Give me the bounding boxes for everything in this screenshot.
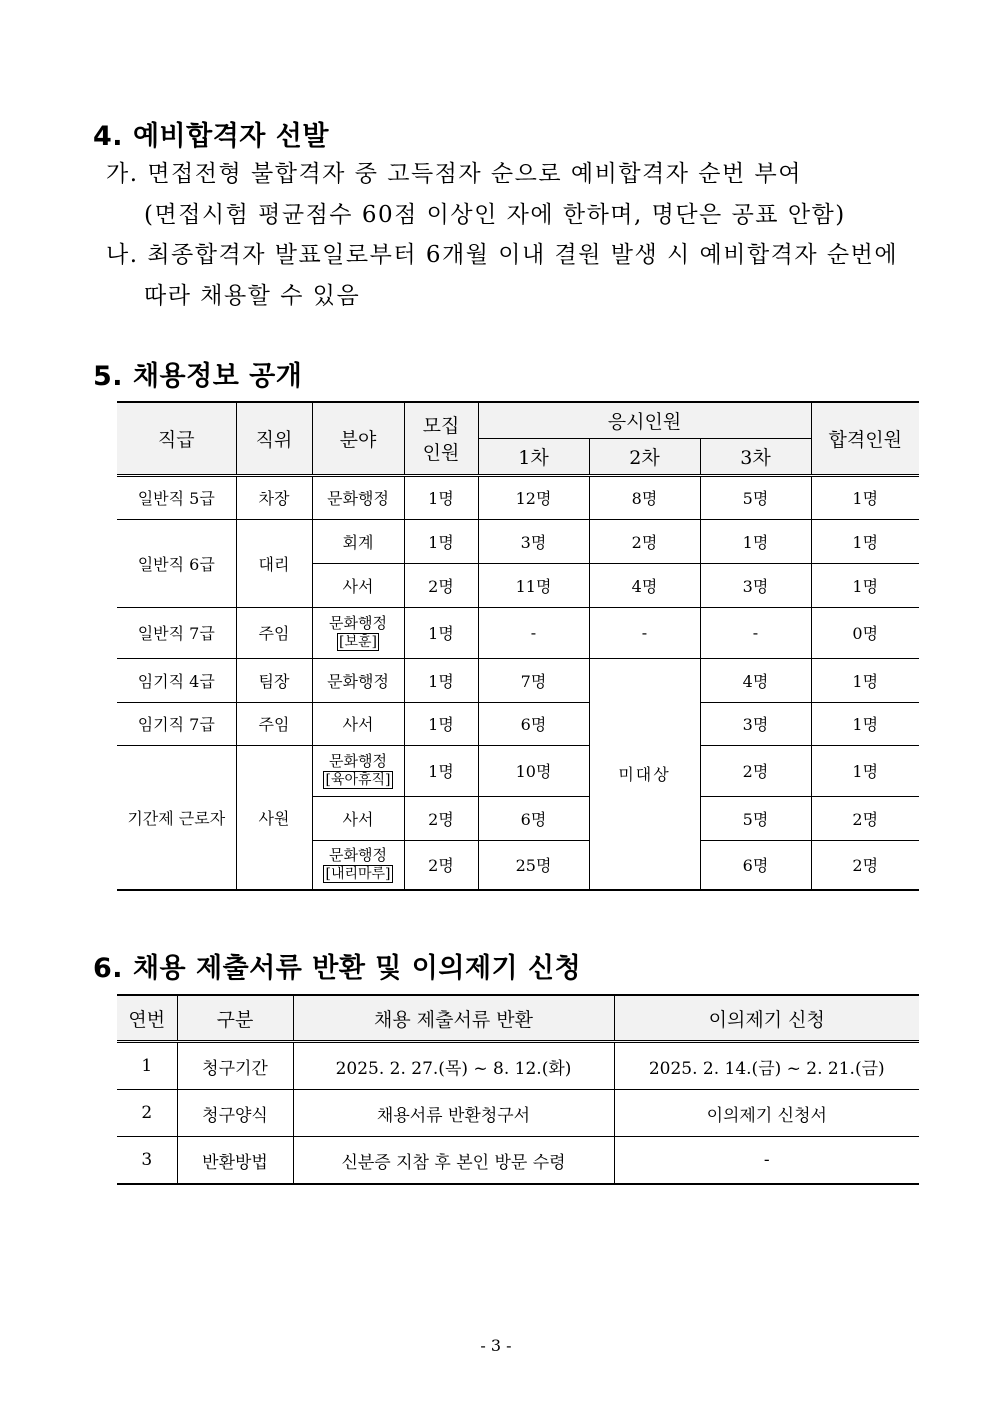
- cell-category: 반환방법: [177, 1137, 293, 1185]
- table-row: [117, 519, 919, 563]
- section-4-item-ga-note: (면접시험 평균점수 60점 이상인 자에 한하며, 명단은 공표 안함): [144, 202, 846, 228]
- cell-round2-not-applicable: 미대상: [589, 658, 700, 890]
- cell-round3: 5명: [700, 475, 811, 519]
- table-row: [117, 658, 919, 702]
- cell-passed: 1명: [811, 702, 919, 745]
- cell-passed: 1명: [811, 519, 919, 563]
- cell-recruit: 1명: [404, 745, 478, 796]
- cell-round3: 3명: [700, 702, 811, 745]
- cell-round1: -: [478, 607, 589, 658]
- cell-no: 1: [117, 1042, 177, 1090]
- cell-field: [312, 745, 404, 796]
- cell-round1: 6명: [478, 796, 589, 840]
- cell-round3: 6명: [700, 840, 811, 890]
- cell-recruit: 1명: [404, 519, 478, 563]
- document-return-table: [117, 994, 919, 1185]
- header-applicants: 응시인원: [478, 402, 811, 438]
- cell-recruit: 1명: [404, 702, 478, 745]
- cell-return: 신분증 지참 후 본인 방문 수령: [293, 1137, 614, 1185]
- cell-field: 회계: [312, 519, 404, 563]
- cell-round1: 10명: [478, 745, 589, 796]
- section-6-title: 6. 채용 제출서류 반환 및 이의제기 신청: [93, 953, 582, 984]
- table-row: [117, 475, 919, 519]
- header-no: 연번: [117, 995, 177, 1042]
- cell-round3: 3명: [700, 563, 811, 607]
- cell-grade: 임기직 4급: [117, 658, 236, 702]
- cell-field: 문화행정: [312, 658, 404, 702]
- cell-objection: 2025. 2. 14.(금) ~ 2. 21.(금): [614, 1042, 919, 1090]
- cell-round1: 12명: [478, 475, 589, 519]
- section-4-item-ga: 가. 면접전형 불합격자 중 고득점자 순으로 예비합격자 순번 부여: [106, 161, 802, 187]
- cell-recruit: 1명: [404, 475, 478, 519]
- header-field: 분야: [312, 402, 404, 475]
- cell-field: 문화행정: [312, 475, 404, 519]
- header-position: 직위: [236, 402, 312, 475]
- cell-round3: 1명: [700, 519, 811, 563]
- cell-round1: 6명: [478, 702, 589, 745]
- table-row: [117, 1042, 919, 1090]
- cell-round1: 25명: [478, 840, 589, 890]
- table-row: [117, 607, 919, 658]
- section-5-title: 5. 채용정보 공개: [93, 361, 303, 392]
- cell-round3: 2명: [700, 745, 811, 796]
- cell-position: 주임: [236, 702, 312, 745]
- recruitment-info-table: [117, 401, 919, 891]
- cell-passed: 2명: [811, 796, 919, 840]
- cell-position: 차장: [236, 475, 312, 519]
- header-category: 구분: [177, 995, 293, 1042]
- cell-round1: 3명: [478, 519, 589, 563]
- cell-field-main: 문화행정: [329, 752, 387, 770]
- cell-objection: 이의제기 신청서: [614, 1090, 919, 1137]
- cell-no: 2: [117, 1090, 177, 1137]
- header-round2: 2차: [589, 438, 700, 475]
- cell-recruit: 1명: [404, 607, 478, 658]
- cell-recruit: 1명: [404, 658, 478, 702]
- table-row: [117, 1137, 919, 1185]
- header-round3: 3차: [700, 438, 811, 475]
- cell-grade: 기간제 근로자: [117, 745, 236, 890]
- cell-passed: 1명: [811, 563, 919, 607]
- cell-position: 팀장: [236, 658, 312, 702]
- cell-position: 사원: [236, 745, 312, 890]
- header-return: 채용 제출서류 반환: [293, 995, 614, 1042]
- cell-recruit: 2명: [404, 563, 478, 607]
- cell-field-sub: [보훈]: [339, 634, 377, 650]
- cell-no: 3: [117, 1137, 177, 1185]
- cell-field-sub: [내리마루]: [325, 866, 391, 883]
- section-4-item-na: 나. 최종합격자 발표일로부터 6개월 이내 결원 발생 시 예비합격자 순번에: [106, 242, 899, 268]
- cell-position: 대리: [236, 519, 312, 607]
- cell-round2: 8명: [589, 475, 700, 519]
- cell-field: 사서: [312, 796, 404, 840]
- cell-category: 청구양식: [177, 1090, 293, 1137]
- cell-passed: 0명: [811, 607, 919, 658]
- table-row: [117, 745, 919, 796]
- header-objection: 이의제기 신청: [614, 995, 919, 1042]
- cell-field: [312, 840, 404, 890]
- cell-round3: 5명: [700, 796, 811, 840]
- header-recruit-line2: 인원: [422, 442, 460, 465]
- cell-passed: 2명: [811, 840, 919, 890]
- cell-grade: 일반직 7급: [117, 607, 236, 658]
- table-row: [117, 702, 919, 745]
- section-4-item-na-cont: 따라 채용할 수 있음: [144, 283, 361, 309]
- cell-field: 사서: [312, 702, 404, 745]
- cell-recruit: 2명: [404, 840, 478, 890]
- section-4-title: 4. 예비합격자 선발: [93, 121, 329, 152]
- cell-objection: -: [614, 1137, 919, 1185]
- cell-return: 2025. 2. 27.(목) ~ 8. 12.(화): [293, 1042, 614, 1090]
- cell-position: 주임: [236, 607, 312, 658]
- header-round1: 1차: [478, 438, 589, 475]
- cell-round1: 7명: [478, 658, 589, 702]
- header-passed: 합격인원: [811, 402, 919, 475]
- cell-passed: 1명: [811, 658, 919, 702]
- cell-field-sub: [육아휴직]: [325, 772, 391, 788]
- cell-round2: 4명: [589, 563, 700, 607]
- cell-return: 채용서류 반환청구서: [293, 1090, 614, 1137]
- cell-field: 사서: [312, 563, 404, 607]
- cell-recruit: 2명: [404, 796, 478, 840]
- cell-round2: 2명: [589, 519, 700, 563]
- cell-round3: -: [700, 607, 811, 658]
- cell-field-main: 문화행정: [329, 614, 387, 632]
- cell-round2: -: [589, 607, 700, 658]
- cell-round3: 4명: [700, 658, 811, 702]
- cell-passed: 1명: [811, 745, 919, 796]
- cell-field-main: 문화행정: [329, 846, 387, 865]
- header-recruit: [404, 402, 478, 475]
- cell-grade: 일반직 5급: [117, 475, 236, 519]
- cell-grade: 임기직 7급: [117, 702, 236, 745]
- table-row: [117, 1090, 919, 1137]
- cell-category: 청구기간: [177, 1042, 293, 1090]
- cell-grade: 일반직 6급: [117, 519, 236, 607]
- header-grade: 직급: [117, 402, 236, 475]
- cell-field: [312, 607, 404, 658]
- cell-round1: 11명: [478, 563, 589, 607]
- cell-passed: 1명: [811, 475, 919, 519]
- header-recruit-line1: 모집: [422, 415, 460, 438]
- page-number: - 3 -: [480, 1336, 512, 1355]
